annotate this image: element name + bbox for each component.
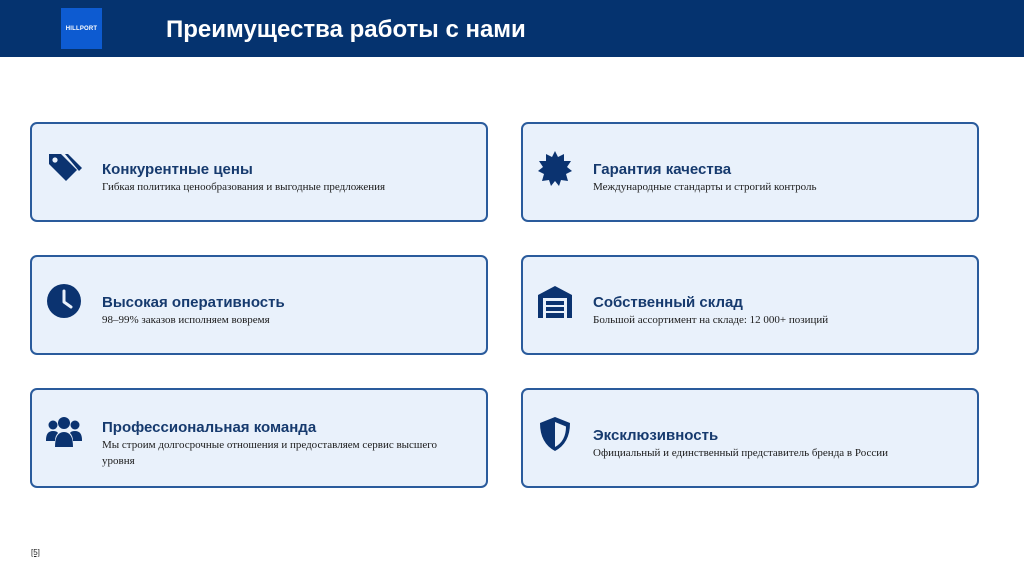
card-title: Собственный склад xyxy=(593,294,743,311)
card-description: Мы строим долгосрочные отношения и предоставляем сервис высшего уровня xyxy=(102,439,438,467)
advantage-card-exclusivity xyxy=(521,388,979,488)
card-description: Гибкая политика ценообразования и выгодные предложения xyxy=(102,181,386,193)
card-description: Международные стандарты и строгий контроль xyxy=(593,181,817,193)
card-title: Гарантия качества xyxy=(593,161,732,178)
card-description: 98–99% заказов исполняем вовремя xyxy=(102,314,270,326)
advantage-card-team xyxy=(30,388,488,488)
warehouse-icon xyxy=(537,283,573,319)
advantage-card-prices xyxy=(30,122,488,222)
card-description: Большой ассортимент на складе: 12 000+ позиций xyxy=(593,314,829,326)
card-title: Конкурентные цены xyxy=(102,161,253,178)
users-icon xyxy=(46,414,82,450)
advantage-card-speed xyxy=(30,255,488,355)
header-bar xyxy=(0,0,1024,57)
company-logo xyxy=(61,8,102,49)
page-title: Преимущества работы с нами xyxy=(166,16,526,43)
footnote-link[interactable]: [5] xyxy=(31,548,40,557)
clock-icon xyxy=(46,283,82,319)
card-title: Высокая оперативность xyxy=(102,294,285,311)
card-title: Эксклюзивность xyxy=(593,427,719,444)
advantage-card-warehouse xyxy=(521,255,979,355)
certificate-icon xyxy=(537,150,573,186)
card-title: Профессиональная команда xyxy=(102,419,317,436)
advantage-card-quality xyxy=(521,122,979,222)
tags-icon xyxy=(46,150,82,186)
logo-text: HILLPORT xyxy=(65,25,98,32)
card-description: Официальный и единственный представитель бренда в России xyxy=(593,447,889,459)
shield-icon xyxy=(537,416,573,452)
